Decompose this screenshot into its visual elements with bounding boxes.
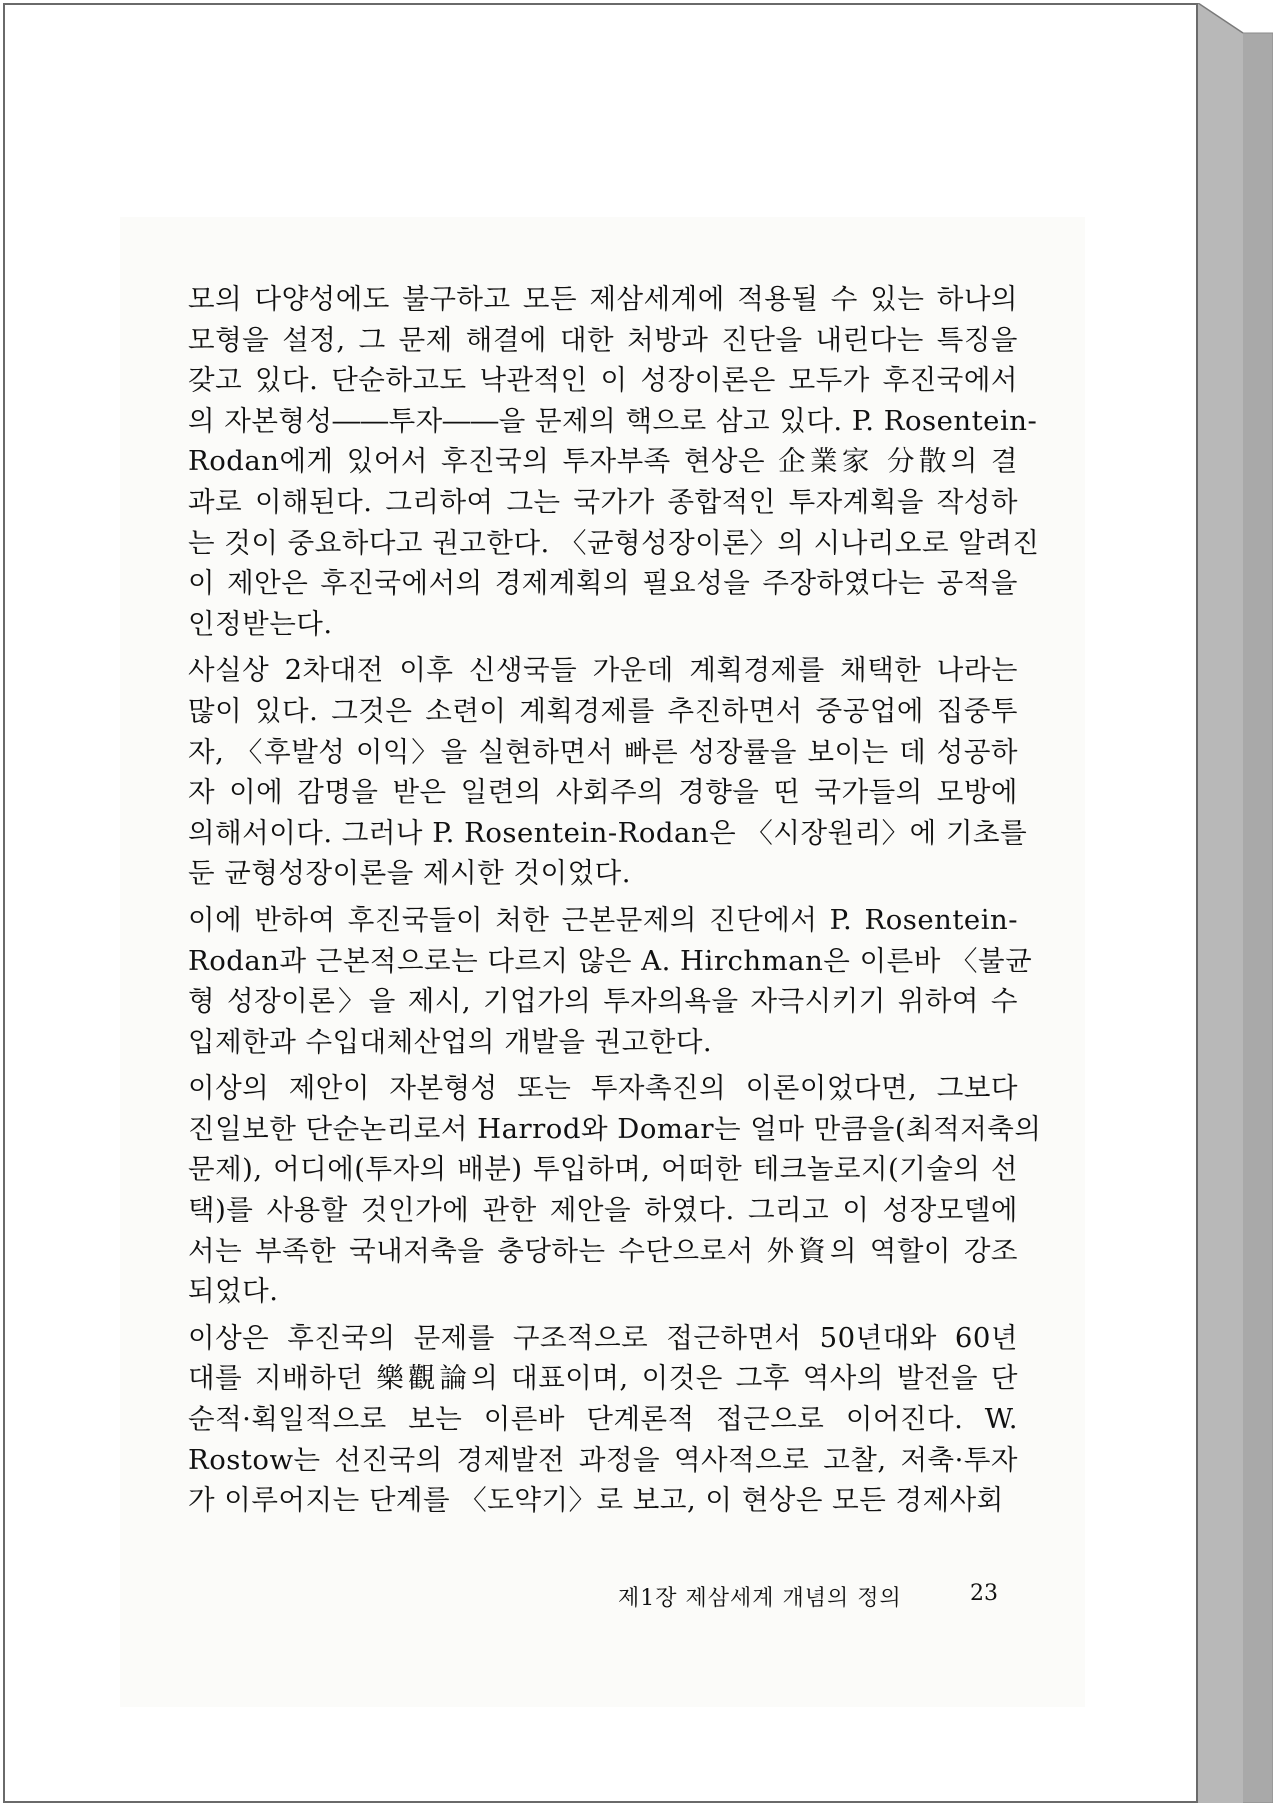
- running-footer: [618, 1581, 998, 1612]
- paragraph: [188, 650, 1028, 894]
- text-line: Rodan과 근본적으로는 다르지 않은 A. Hirchman은 이른바 〈불균: [188, 944, 1033, 977]
- text-line: 이에 반하여 후진국들이 처한 근본문제의 진단에서 P. Rosentein-: [188, 903, 1018, 936]
- chapter-title: 제1장 제삼세계 개념의 정의: [618, 1586, 902, 1611]
- text-line: 자, 〈후발성 이익〉을 실현하면서 빠른 성장률을 보이는 데 성공하: [188, 735, 1018, 768]
- text-line: 이상은 후진국의 문제를 구조적으로 접근하면서 50년대와 60년: [188, 1321, 1018, 1354]
- text-line: Rodan에게 있어서 후진국의 투자부족 현상은 企業家 分散의 결: [188, 445, 1018, 478]
- text-line: 의 자본형성――투자――을 문제의 핵으로 삼고 있다. P. Rosentein-: [188, 404, 1038, 437]
- text-line: 사실상 2차대전 이후 신생국들 가운데 계획경제를 채택한 나라는: [188, 654, 1018, 687]
- paragraph: [188, 1318, 1018, 1521]
- text-line: 입제한과 수입대체산업의 개발을 권고한다.: [188, 1025, 713, 1058]
- text-line: 되었다.: [188, 1275, 279, 1308]
- paragraph: [188, 279, 1040, 644]
- text-line: 진일보한 단순논리로서 Harrod와 Domar는 얼마 만큼을(최적저축의: [188, 1112, 1042, 1145]
- text-line: 가 이루어지는 단계를 〈도약기〉로 보고, 이 현상은 모든 경제사회: [188, 1484, 1004, 1517]
- text-line: 대를 지배하던 樂觀論의 대표이며, 이것은 그후 역사의 발전을 단: [188, 1362, 1018, 1395]
- text-line: 모의 다양성에도 불구하고 모든 제삼세계에 적용될 수 있는 하나의: [188, 283, 1018, 315]
- text-line: 이 제안은 후진국에서의 경제계획의 필요성을 주장하였다는 공적을: [188, 567, 1018, 600]
- book-spine: [1198, 3, 1273, 1803]
- text-line: 형 성장이론〉을 제시, 기업가의 투자의욕을 자극시키기 위하여 수: [188, 985, 1018, 1018]
- paragraph: [188, 1068, 1042, 1312]
- paragraph: [188, 900, 1033, 1062]
- text-line: 문제), 어디에(투자의 배분) 투입하며, 어떠한 테크놀로지(기술의 선: [188, 1153, 1018, 1186]
- text-line: 둔 균형성장이론을 제시한 것이었다.: [188, 857, 631, 890]
- text-line: 의해서이다. 그러나 P. Rosentein-Rodan은 〈시장원리〉에 기초를: [188, 816, 1028, 849]
- text-line: 서는 부족한 국내저축을 충당하는 수단으로서 外資의 역할이 강조: [188, 1234, 1018, 1267]
- text-line: 이상의 제안이 자본형성 또는 투자촉진의 이론이었다면, 그보다: [188, 1072, 1018, 1105]
- text-line: 인정받는다.: [188, 607, 333, 640]
- page-number: 23: [970, 1581, 998, 1606]
- text-line: 많이 있다. 그것은 소련이 계획경제를 추진하면서 중공업에 집중투: [188, 694, 1018, 727]
- text-line: 과로 이해된다. 그리하여 그는 국가가 종합적인 투자계획을 작성하: [188, 485, 1018, 518]
- body-text: [188, 279, 1042, 1521]
- text-line: 모형을 설정, 그 문제 해결에 대한 처방과 진단을 내린다는 특징을: [188, 323, 1018, 356]
- text-line: 택)를 사용할 것인가에 관한 제안을 하였다. 그리고 이 성장모델에: [188, 1194, 1018, 1227]
- text-line: 는 것이 중요하다고 권고한다. 〈균형성장이론〉의 시나리오로 알려진: [188, 526, 1040, 559]
- text-line: 자 이에 감명을 받은 일련의 사회주의 경향을 띤 국가들의 모방에: [188, 776, 1018, 809]
- text-line: Rostow는 선진국의 경제발전 과정을 역사적으로 고찰, 저축·투자: [188, 1443, 1018, 1476]
- text-line: 갖고 있다. 단순하고도 낙관적인 이 성장이론은 모두가 후진국에서: [188, 364, 1018, 397]
- text-line: 순적·획일적으로 보는 이른바 단계론적 접근으로 이어진다. W.: [188, 1403, 1018, 1436]
